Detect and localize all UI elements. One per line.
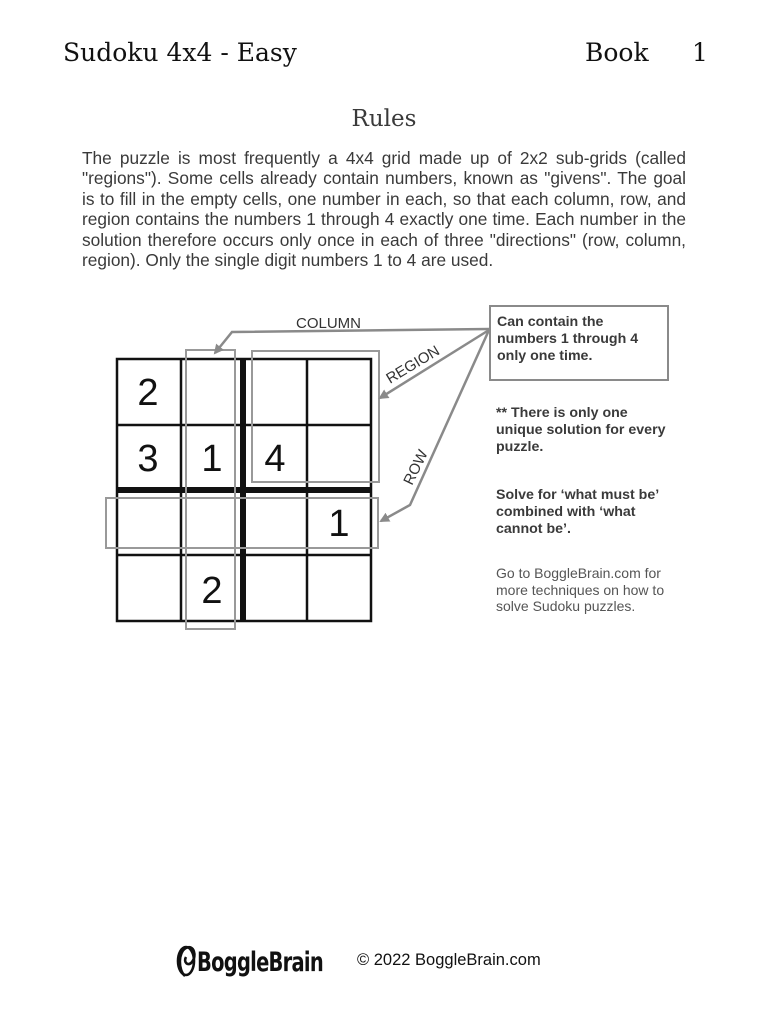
book-number: 1 <box>692 38 708 67</box>
bogglebrain-logo <box>175 940 335 980</box>
region-label: REGION <box>383 342 443 388</box>
cell-r2c1: 3 <box>137 438 159 480</box>
website-note: Go to BoggleBrain.com for more techniques on how to solve Sudoku puzzles. <box>496 565 665 614</box>
cell-r2c2: 1 <box>201 438 223 480</box>
solve-tip-note: Solve for ‘what must be’ combined with ‘what cannot be’. <box>496 487 659 537</box>
page-title: Sudoku 4x4 - Easy <box>63 38 297 67</box>
rules-heading: Rules <box>351 106 417 132</box>
svg-text:BoggleBrain: BoggleBrain <box>197 947 323 978</box>
row-label: ROW <box>400 447 432 488</box>
column-label: COLUMN <box>296 315 362 332</box>
cell-r3c4: 1 <box>328 503 350 545</box>
constraint-box: Can contain the numbers 1 through 4 only one time. <box>489 305 669 381</box>
cell-r4c2: 2 <box>201 570 223 612</box>
unique-solution-note: ** There is only one unique solution for every puzzle. <box>496 405 666 455</box>
book-label: Book <box>585 38 649 67</box>
rules-body: The puzzle is most frequently a 4x4 grid made up of 2x2 sub-grids (called "regions"). Some cells already contain numbers, known as "givens". The goal is to fill in the empty cells, one number in each, so that each column, row, and region contains the numbers 1 through 4 exactly one time. Each number in the solution therefore occurs only once in each of three "directions" (row, column, region). Only the single digit numbers 1 to 4 are used. <box>82 148 686 271</box>
copyright: © 2022 BoggleBrain.com <box>357 951 541 969</box>
cell-r1c1: 2 <box>137 372 159 414</box>
column-arrow <box>215 329 489 353</box>
cell-r2c3: 4 <box>264 438 286 480</box>
